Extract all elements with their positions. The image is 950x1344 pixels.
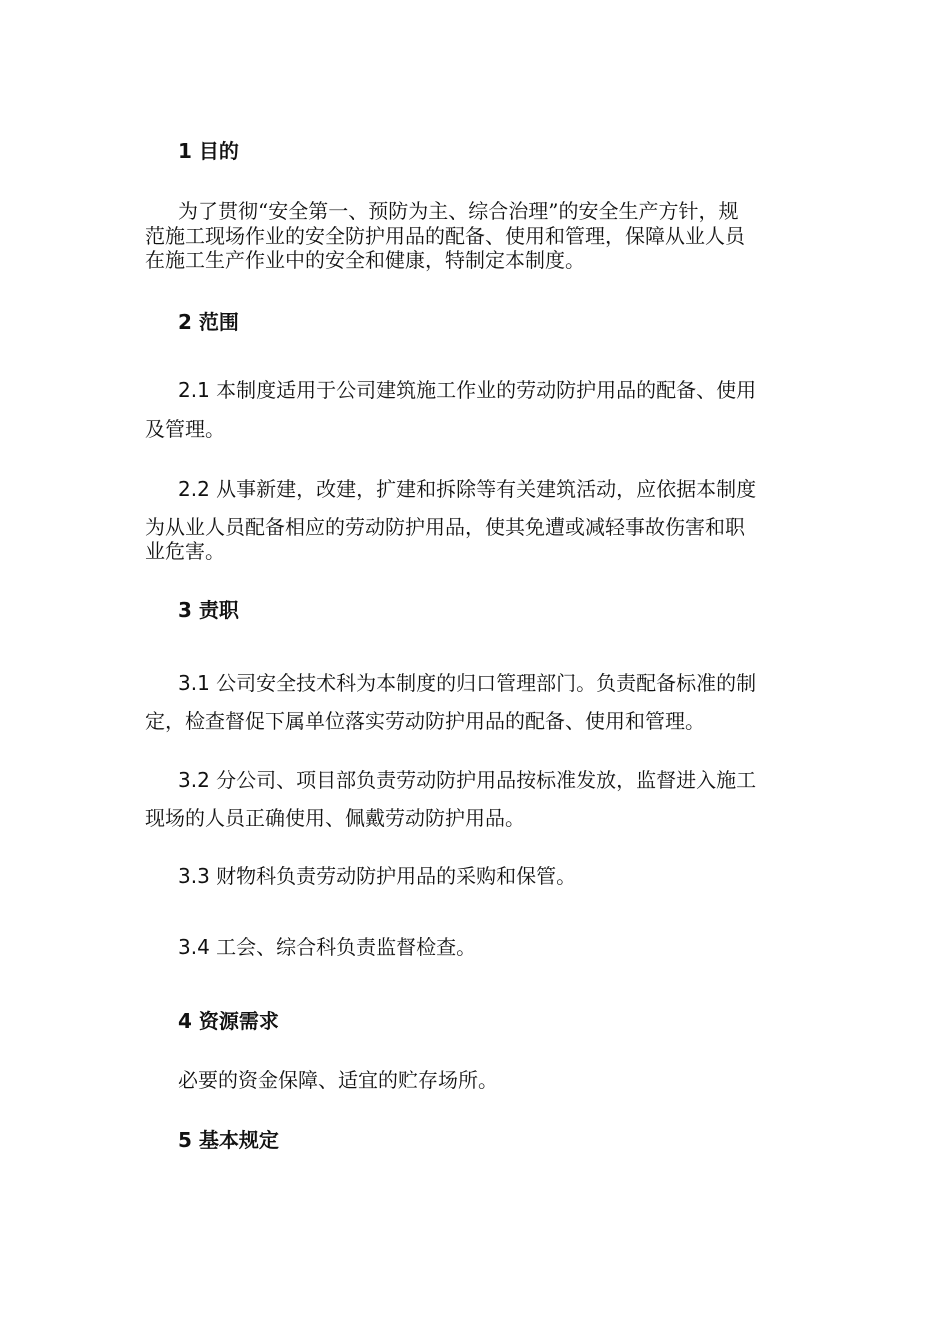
paragraph-line: 及管理。	[145, 416, 225, 441]
clause-number: 3.2	[178, 768, 210, 792]
paragraph-3-3	[145, 864, 805, 889]
section-heading-scope: 2 范围	[178, 310, 239, 334]
paragraph-line: 为了贯彻“安全第一、预防为主、综合治理”的安全生产方针，规	[178, 199, 739, 223]
clause-number: 2.1	[178, 378, 210, 402]
section-heading-resources: 4 资源需求	[178, 1009, 279, 1033]
paragraph-resources	[145, 1068, 805, 1093]
paragraph-line: 业危害。	[145, 539, 225, 563]
paragraph-line: 范施工现场作业的安全防护用品的配备、使用和管理，保障从业人员	[145, 223, 745, 248]
paragraph-2-2	[145, 477, 805, 564]
paragraph-line: 2.1 本制度适用于公司建筑施工作业的劳动防护用品的配备、使用	[178, 378, 757, 402]
paragraph-3-2	[145, 768, 805, 830]
paragraph-purpose	[145, 199, 805, 273]
clause-number: 3.1	[178, 671, 210, 695]
paragraph-line: 定，检查督促下属单位落实劳动防护用品的配备、使用和管理。	[145, 708, 705, 733]
paragraph-line: 为从业人员配备相应的劳动防护用品，使其免遭或减轻事故伤害和职	[145, 514, 745, 539]
clause-number: 2.2	[178, 477, 210, 501]
paragraph-line: 必要的资金保障、适宜的贮存场所。	[178, 1068, 498, 1092]
section-heading-basic-rules: 5 基本规定	[178, 1128, 279, 1152]
clause-number: 3.4	[178, 935, 210, 959]
clause-number: 3.3	[178, 864, 210, 888]
paragraph-line: 3.2 分公司、项目部负责劳动防护用品按标准发放，监督进入施工	[178, 768, 757, 792]
paragraph-line: 3.4 工会、综合科负责监督检查。	[178, 935, 477, 959]
paragraph-line: 现场的人员正确使用、佩戴劳动防护用品。	[145, 805, 525, 830]
paragraph-2-1	[145, 378, 805, 441]
paragraph-3-4	[145, 935, 805, 960]
paragraph-line: 3.1 公司安全技术科为本制度的归口管理部门。负责配备标准的制	[178, 671, 757, 695]
paragraph-line: 在施工生产作业中的安全和健康，特制定本制度。	[145, 248, 585, 272]
paragraph-line: 2.2 从事新建，改建，扩建和拆除等有关建筑活动，应依据本制度	[178, 477, 757, 501]
section-heading-responsibility: 3 责职	[178, 598, 239, 622]
paragraph-line: 3.3 财物科负责劳动防护用品的采购和保管。	[178, 864, 577, 888]
section-heading-purpose: 1 目的	[178, 139, 239, 163]
paragraph-3-1	[145, 671, 805, 733]
